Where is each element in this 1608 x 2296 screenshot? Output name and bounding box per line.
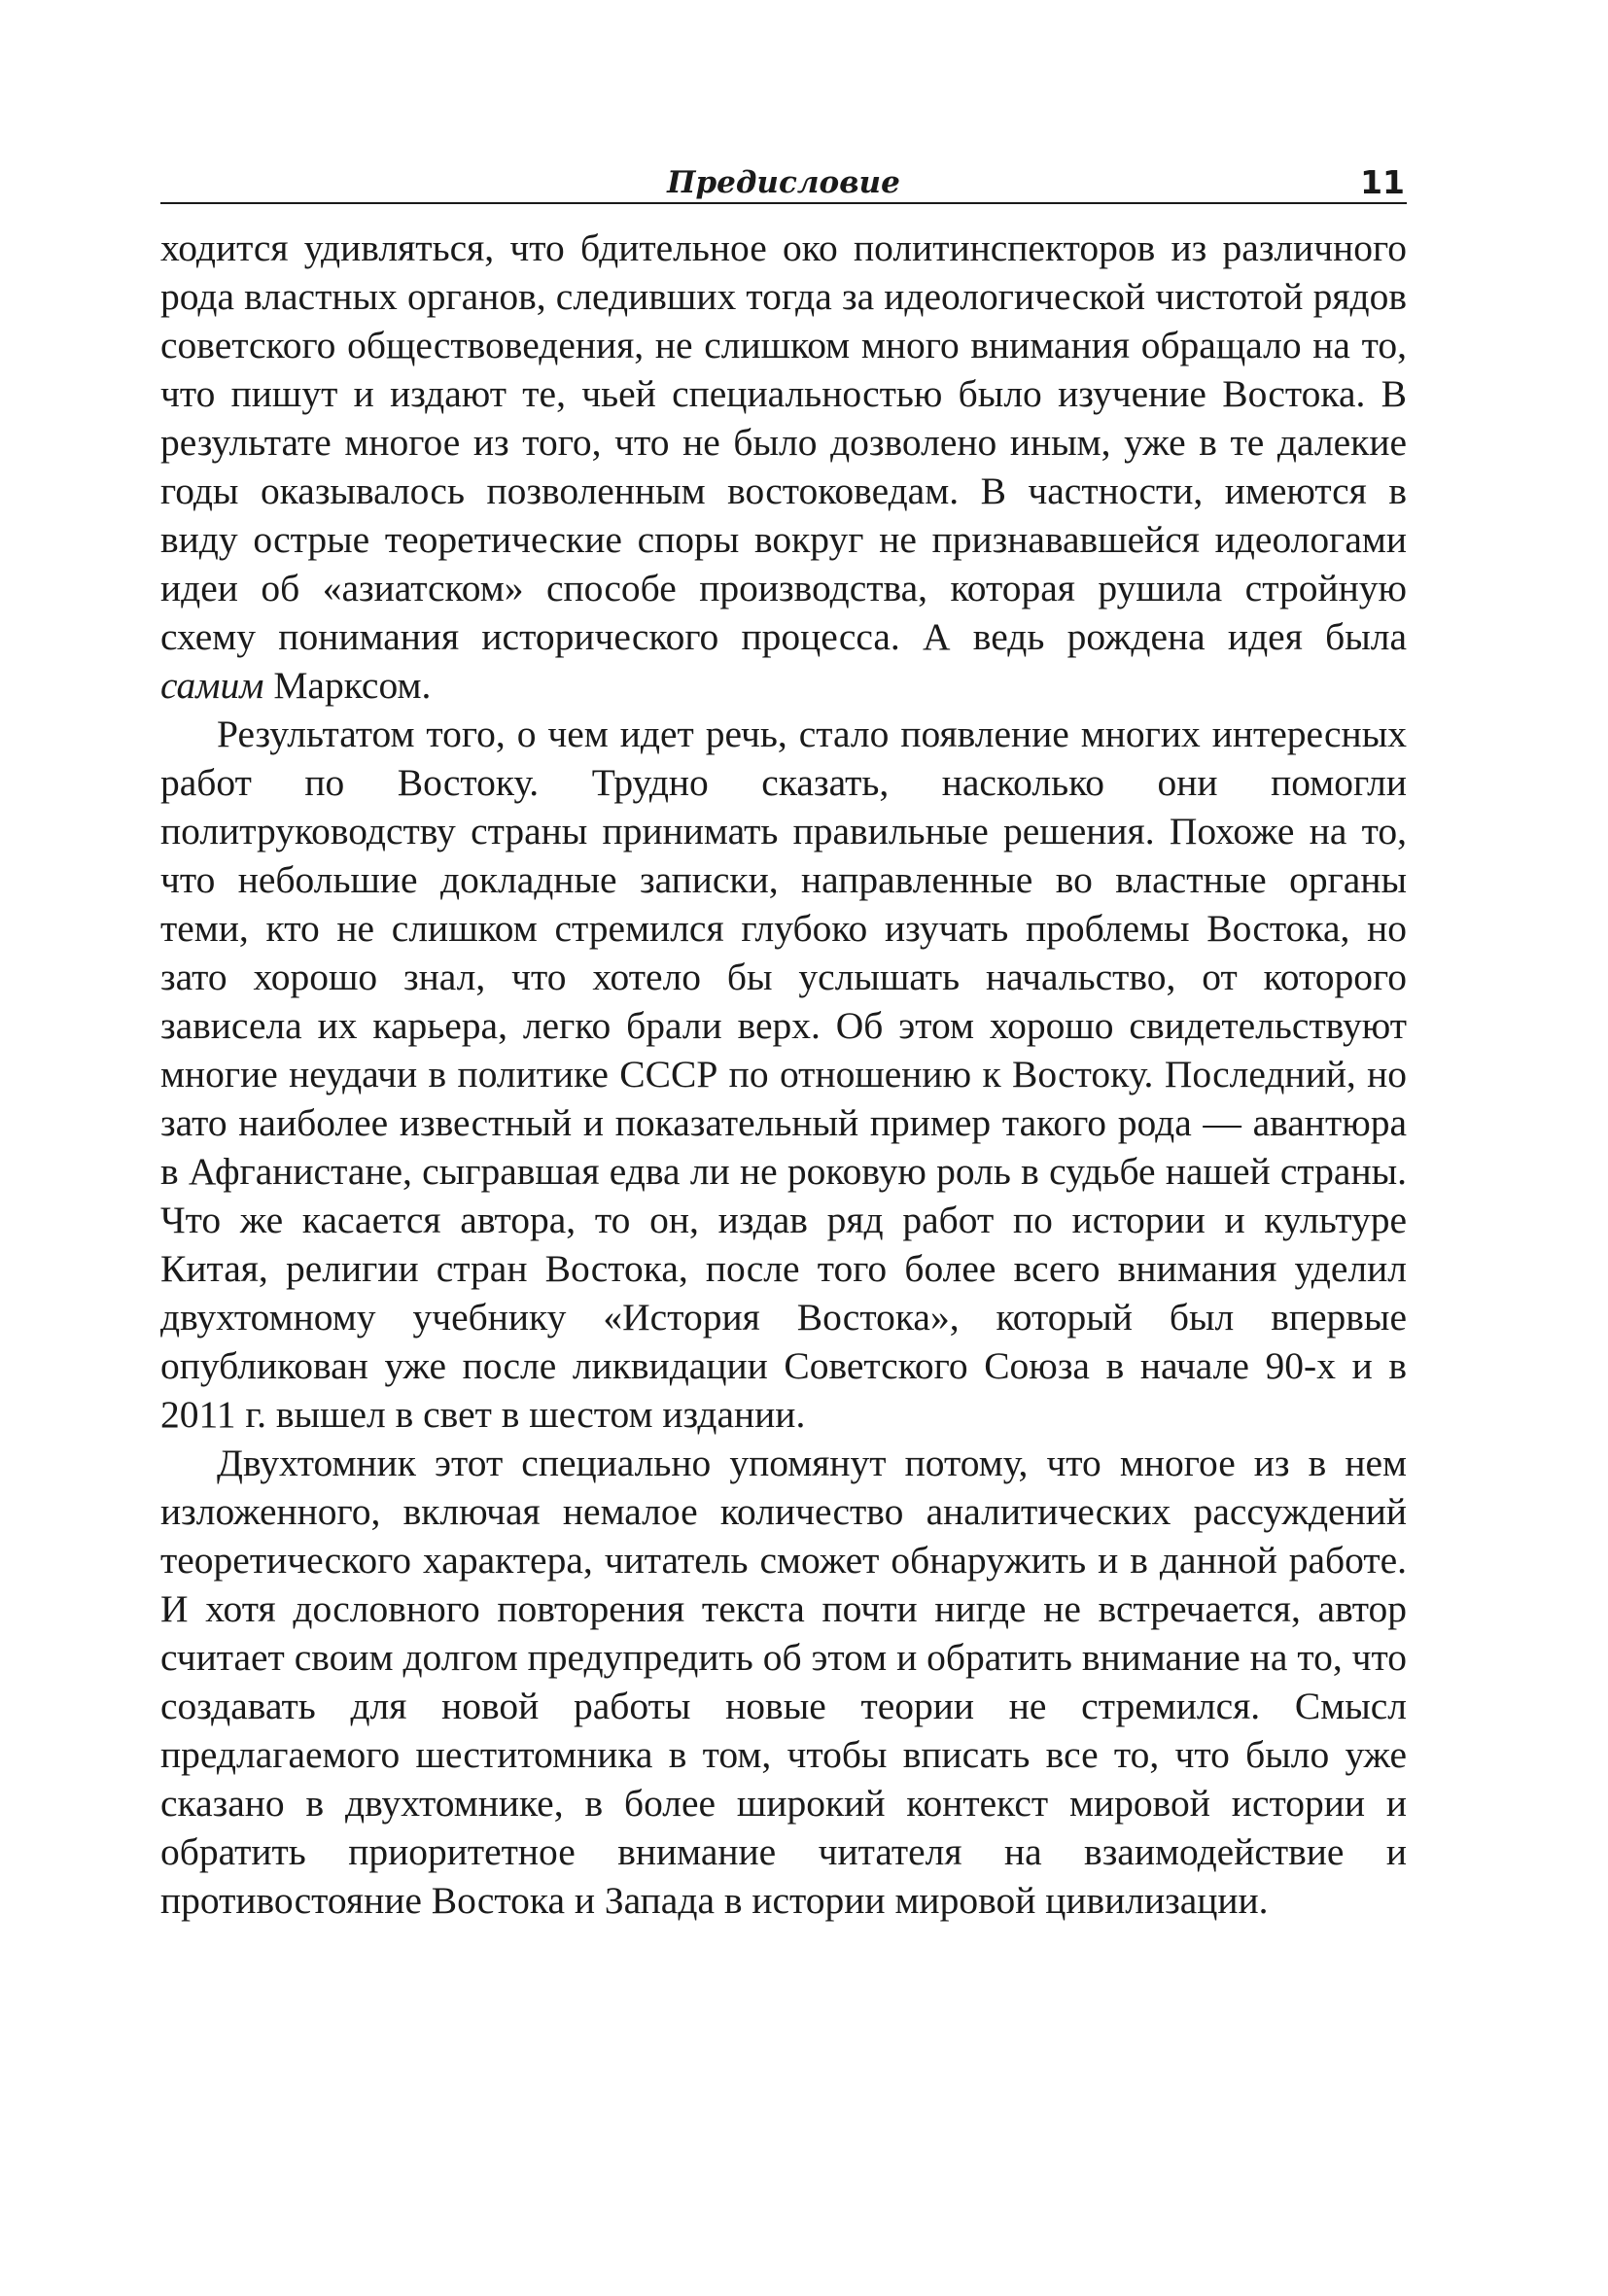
emphasis-word: самим — [160, 664, 264, 707]
paragraph-1-ending: Марксом. — [263, 664, 432, 707]
running-head — [160, 163, 1407, 204]
page-number: 11 — [1360, 163, 1405, 201]
book-page — [160, 163, 1407, 1925]
running-title: Предисловие — [667, 165, 900, 200]
body-text — [160, 224, 1407, 1925]
paragraph-3: Двухтомник этот специально упомянут потому, что многое из в нем изложенного, включая немалое количество аналитических рассуждений теоретического характера, читатель сможет обнаружить и в данной работе. И хотя дословного повторения текста почти нигде не встречается, автор считает своим долгом предупредить об этом и обратить внимание на то, что создавать для новой работы новые теории не стремился. Смысл предлагаемого шеститомника в том, чтобы вписать все то, что было уже сказано в двухтомнике, в более широкий контекст мировой истории и обратить приоритетное внимание читателя на взаимодействие и противостояние Востока и Запада в истории мировой цивилизации. — [160, 1442, 1407, 1922]
paragraph-2: Результатом того, о чем идет речь, стало появление многих интересных работ по Востоку. Трудно сказать, насколько они помогли политруководству страны принимать правильные решения. Похоже на то, что небольшие докладные записки, направленные во властные органы теми, кто не слишком стремился глубоко изучать проблемы Востока, но зато хорошо знал, что хотело бы услышать начальство, от которого зависела их карьера, легко брали верх. Об этом хорошо свидетельствуют многие неудачи в политике СССР по отношению к Востоку. Последний, но зато наиболее известный и показательный пример такого рода — авантюра в Афганистане, сыгравшая едва ли не роковую роль в судьбе нашей страны. Что же касается автора, то он, издав ряд работ по истории и культуре Китая, религии стран Востока, после того более всего внимания уделил двухтомному учебнику «История Востока», который был впервые опубликован уже после ликвидации Советского Союза в начале 90-х и в 2011 г. вышел в свет в шестом издании. — [160, 713, 1407, 1436]
paragraph-1 — [160, 224, 1407, 710]
paragraph-1-text: ходится удивляться, что бдительное око политинспекторов из различного рода властных органов, следивших тогда за идеологической чистотой рядов советского обществоведения, не слишком много внимания обращало на то, что пишут и издают те, чьей специальностью было изучение Востока. В результате многое из того, что не было дозволено иным, уже в те далекие годы оказывалось позволенным востоковедам. В частности, имеются в виду острые теоретические споры вокруг не признававшейся идеологами идеи об «азиатском» способе производства, которая рушила стройную схему понимания исторического процесса. А ведь рождена идея была — [160, 226, 1407, 658]
